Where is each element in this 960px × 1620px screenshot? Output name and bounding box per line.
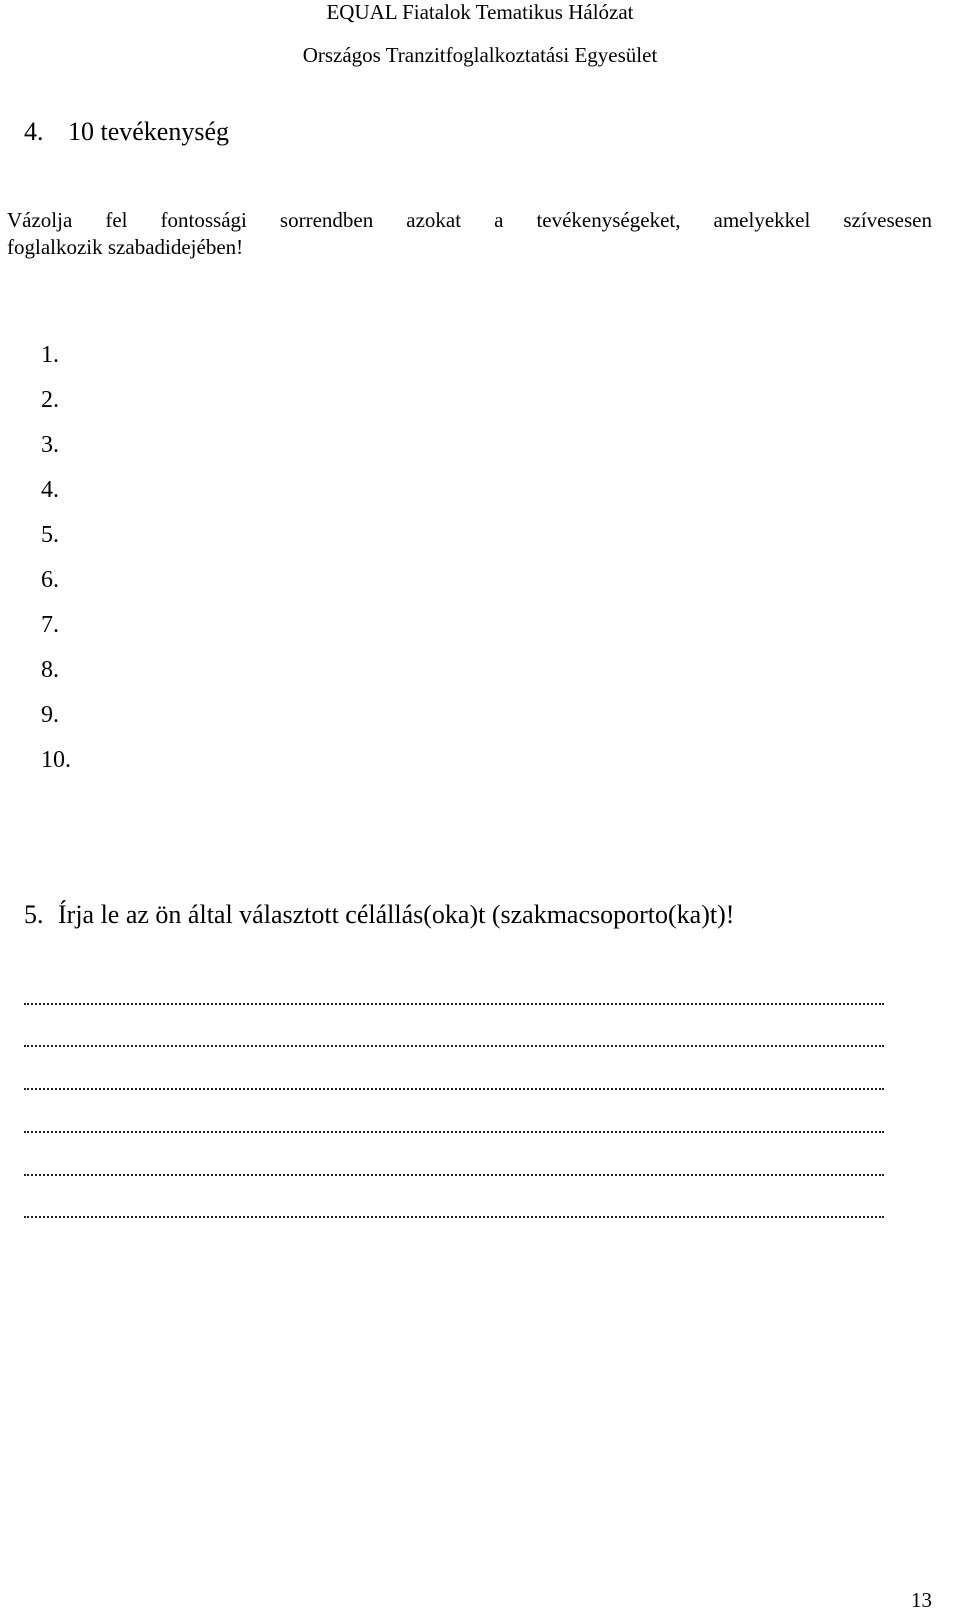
answer-line[interactable]	[24, 1131, 884, 1133]
list-item: 7.	[41, 612, 59, 638]
section-number: 4.	[24, 117, 44, 146]
list-item: 8.	[41, 657, 59, 683]
question-heading	[24, 899, 734, 931]
list-item: 2.	[41, 387, 59, 413]
header-subtitle: Országos Tranzitfoglalkoztatási Egyesület	[302, 43, 658, 67]
answer-line[interactable]	[24, 1045, 884, 1047]
list-item: 1.	[41, 342, 59, 368]
list-item: 4.	[41, 477, 59, 503]
instruction-paragraph	[7, 207, 932, 261]
instruction-line-2: foglalkozik szabadidejében!	[7, 235, 244, 259]
list-item: 10.	[41, 747, 71, 773]
header-title: EQUAL Fiatalok Tematikus Hálózat	[326, 0, 634, 24]
answer-line[interactable]	[24, 1003, 884, 1005]
section-title: 10 tevékenység	[68, 117, 230, 146]
list-item: 9.	[41, 702, 59, 728]
list-item: 5.	[41, 522, 59, 548]
answer-line[interactable]	[24, 1088, 884, 1090]
page-number: 13	[911, 1588, 932, 1612]
numbered-list	[41, 341, 71, 791]
section-heading	[24, 117, 229, 147]
answer-line[interactable]	[24, 1216, 884, 1218]
question-number: 5.	[24, 900, 44, 929]
instruction-line-1: Vázolja fel fontossági sorrendben azokat a tevékenységeket, amelyekkel szívesesen	[7, 208, 932, 232]
question-text: Írja le az ön által választott célállás(oka)t (szakmacsoporto(ka)t)!	[58, 900, 735, 929]
answer-line[interactable]	[24, 1174, 884, 1176]
list-item: 3.	[41, 432, 59, 458]
list-item: 6.	[41, 567, 59, 593]
